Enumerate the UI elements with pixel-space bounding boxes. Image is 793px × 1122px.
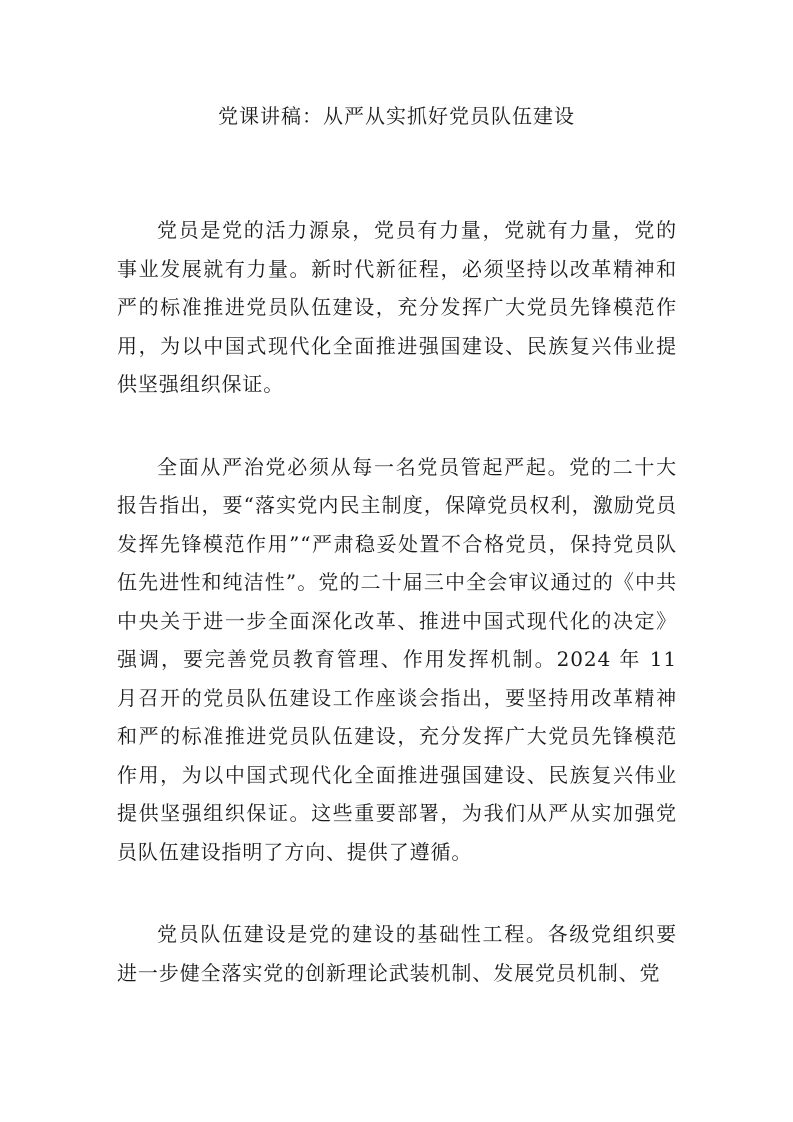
- document-body: [117, 211, 677, 1036]
- paragraph: 党员是党的活力源泉，党员有力量，党就有力量，党的事业发展就有力量。新时代新征程，必须坚持以改革精神和严的标准推进党员队伍建设，充分发挥广大党员先锋模范作用，为以中国式现代化全面推进强国建设、民族复兴伟业提供坚强组织保证。: [117, 218, 677, 396]
- document-title: 党课讲稿：从严从实抓好党员队伍建设: [218, 104, 575, 128]
- paragraph: 党员队伍建设是党的建设的基础性工程。各级党组织要进一步健全落实党的创新理论武装机制、发展党员机制、党: [117, 922, 677, 985]
- paragraph: 全面从严治党必须从每一名党员管起严起。党的二十大报告指出，要“落实党内民主制度，保障党员权利，激励党员发挥先锋模范作用”“严肃稳妥处置不合格党员，保持党员队伍先进性和纯洁性”。党的二十届三中全会审议通过的《中共中央关于进一步全面深化改革、推进中国式现代化的决定》强调，要完善党员教育管理、作用发挥机制。2024 年 11 月召开的党员队伍建设工作座谈会指出，要坚持用改革精神和严的标准推进党员队伍建设，充分发挥广大党员先锋模范作用，为以中国式现代化全面推进强国建设、民族复兴伟业提供坚强组织保证。这些重要部署，为我们从严从实加强党员队伍建设指明了方向、提供了遵循。: [117, 454, 677, 864]
